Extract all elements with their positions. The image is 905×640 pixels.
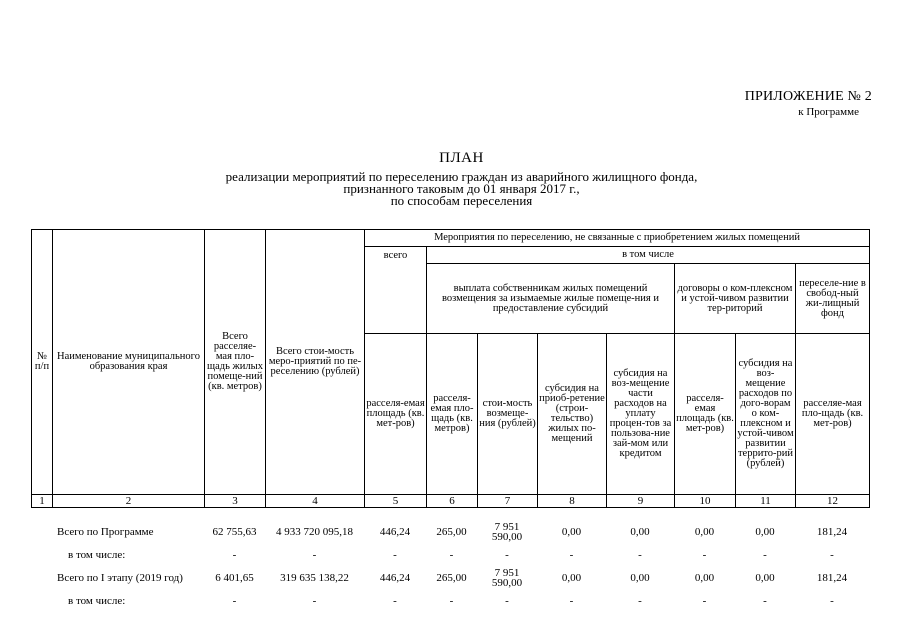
row-name: в том числе: — [68, 595, 126, 607]
header-all: всего — [365, 247, 427, 334]
header-contracts: договоры о ком-плексном и устой-чивом развитии тер-риторий — [675, 264, 796, 334]
cell-subsidy-purchase: 0,00 — [561, 572, 582, 584]
cell-free-fund-area: 181,24 — [816, 526, 848, 538]
cell-all-area: 446,24 — [379, 526, 411, 538]
col-12-header: расселяе-мая пло-щадь (кв. мет-ров) — [796, 334, 870, 495]
col-index: 3 — [205, 495, 266, 508]
col-11-header: субсидия на воз-мещение расходов по дого-ворам о ком-плексном и устой-чивом развитии террито-рий (рублей) — [736, 334, 796, 495]
col-7-header: стои-мость возмеще-ния (рублей) — [478, 334, 538, 495]
header-name: Наименование муниципального образования края — [53, 230, 205, 495]
cell-dash: - — [393, 549, 397, 561]
header-group: Мероприятия по переселению, не связанные с приобретением жилых помещений — [365, 230, 870, 247]
cell-pay-area: 265,00 — [436, 526, 467, 538]
table-row-including — [31, 592, 869, 610]
cell-total-area: 6 401,65 — [215, 572, 254, 584]
cell-contract-subsidy: 0,00 — [755, 572, 775, 584]
cell-dash: - — [393, 595, 397, 607]
col-index: 12 — [796, 495, 870, 508]
col-index: 8 — [538, 495, 607, 508]
header-total-area: Всего расселяе-мая пло-щадь жилых помеще-ний (кв. метров) — [205, 230, 266, 495]
cell-total-area: 62 755,63 — [212, 526, 257, 538]
header-including: в том числе — [427, 247, 870, 264]
col-index: 6 — [427, 495, 478, 508]
table-row-including — [31, 546, 869, 564]
cell-dash: - — [505, 549, 509, 561]
row-name: в том числе: — [68, 549, 126, 561]
cell-dash: - — [638, 549, 642, 561]
cell-dash: - — [702, 549, 707, 561]
cell-contract-subsidy: 0,00 — [755, 526, 775, 538]
cell-compensation: 7 951 590,00 — [491, 521, 523, 543]
cell-all-area: 446,24 — [379, 572, 411, 584]
document-title — [0, 150, 905, 207]
cell-dash: - — [449, 595, 454, 607]
cell-total-cost: 319 635 138,22 — [280, 572, 349, 584]
plan-heading: ПЛАН — [439, 150, 484, 166]
plan-subtitle — [18, 171, 905, 207]
row-name: Всего по Программе — [57, 526, 154, 538]
plan-table-header — [31, 229, 870, 508]
cell-contract-area: 0,00 — [694, 572, 715, 584]
header-total-cost: Всего стои-мость меро-приятий по пе-реселению (рублей) — [266, 230, 365, 495]
subtitle-line: по способам переселения — [390, 193, 533, 208]
cell-dash: - — [638, 595, 642, 607]
cell-dash: - — [763, 549, 767, 561]
cell-subsidy-interest: 0,00 — [630, 572, 650, 584]
col-10-header: расселя-емая площадь (кв. мет-ров) — [675, 334, 736, 495]
col-index: 11 — [736, 495, 796, 508]
appendix-title: ПРИЛОЖЕНИЕ № 2 — [744, 89, 872, 104]
col-index: 1 — [32, 495, 53, 508]
cell-dash: - — [569, 595, 574, 607]
header-free-fund: переселе-ние в свобод-ный жи-лищный фонд — [796, 264, 870, 334]
header-payment: выплата собственникам жилых помещений возмещения за изымаемые жилые помеще-ния и предоставление субсидий — [427, 264, 675, 334]
cell-pay-area: 265,00 — [436, 572, 467, 584]
table-row-program-total — [31, 518, 869, 546]
col-5-header: расселя-емая площадь (кв. мет-ров) — [365, 334, 427, 495]
col-index: 5 — [365, 495, 427, 508]
subtitle-line: признанного таковым до 01 января 2017 г., — [343, 181, 580, 196]
row-name: Всего по I этапу (2019 год) — [57, 572, 183, 584]
col-index: 4 — [266, 495, 365, 508]
cell-free-fund-area: 181,24 — [816, 572, 848, 584]
cell-contract-area: 0,00 — [694, 526, 715, 538]
cell-total-cost: 4 933 720 095,18 — [276, 526, 354, 538]
cell-dash: - — [312, 549, 317, 561]
col-index: 2 — [53, 495, 205, 508]
cell-dash: - — [763, 595, 767, 607]
cell-dash: - — [232, 549, 237, 561]
appendix-block — [745, 89, 872, 118]
column-index-row — [32, 495, 870, 508]
subtitle-line: реализации мероприятий по переселению граждан из аварийного жилищного фонда, — [225, 169, 698, 184]
appendix-subtitle: к Программе — [798, 106, 859, 118]
col-8-header: субсидия на приоб-ретение (строи-тельство) жилых по-мещений — [538, 334, 607, 495]
cell-subsidy-interest: 0,00 — [630, 526, 650, 538]
col-index: 10 — [675, 495, 736, 508]
cell-dash: - — [505, 595, 509, 607]
cell-dash: - — [569, 549, 574, 561]
col-index: 9 — [607, 495, 675, 508]
table-row-stage-1 — [31, 564, 869, 592]
cell-dash: - — [232, 595, 237, 607]
cell-dash: - — [830, 549, 834, 561]
col-index: 7 — [478, 495, 538, 508]
col-6-header: расселя-емая пло-щадь (кв. метров) — [427, 334, 478, 495]
cell-dash: - — [830, 595, 834, 607]
cell-compensation: 7 951 590,00 — [491, 567, 523, 589]
cell-dash: - — [449, 549, 454, 561]
header-num: № п/п — [32, 230, 53, 495]
cell-subsidy-purchase: 0,00 — [561, 526, 582, 538]
cell-dash: - — [312, 595, 317, 607]
cell-dash: - — [702, 595, 707, 607]
col-9-header: субсидия на воз-мещение части расходов на уплату процен-тов за пользова-ние зай-мом или кредитом — [607, 334, 675, 495]
plan-table-body — [31, 518, 869, 610]
